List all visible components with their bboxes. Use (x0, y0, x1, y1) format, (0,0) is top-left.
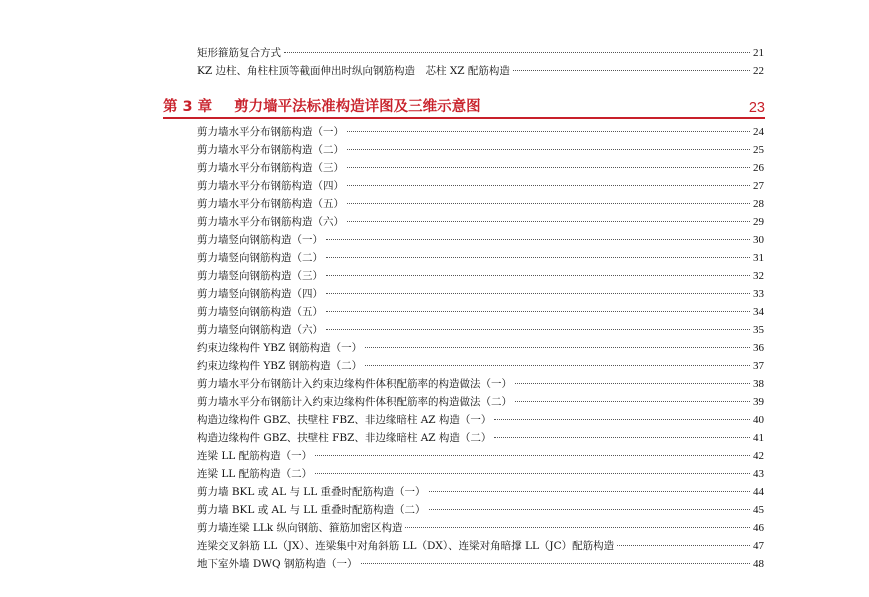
toc-entry (197, 142, 764, 158)
chapter-page: 23 (748, 100, 765, 116)
toc-leader (315, 455, 750, 456)
toc-entry-title: 剪力墙竖向钢筋构造（一） (197, 234, 323, 246)
toc-entry-title: 剪力墙水平分布钢筋构造（三） (197, 162, 344, 174)
toc-entry-title: 连梁交叉斜筋 LL（JX）、连梁集中对角斜筋 LL（DX）、连梁对角暗撑 LL（JC）配筋构造 (197, 540, 615, 552)
toc-leader (513, 70, 750, 71)
toc-entry-page: 40 (753, 414, 764, 426)
toc-entry-title: 剪力墙水平分布钢筋构造（六） (197, 216, 344, 228)
toc-entry-page: 21 (753, 47, 764, 59)
toc-leader (326, 239, 750, 240)
toc-entry (197, 232, 764, 248)
toc-entry (197, 340, 764, 356)
toc-entry-page: 33 (753, 288, 764, 300)
toc-leader (361, 563, 751, 564)
toc-leader (326, 311, 750, 312)
toc-leader (429, 491, 750, 492)
toc-entry-page: 37 (753, 360, 764, 372)
toc-leader (315, 473, 750, 474)
toc-entry (197, 394, 764, 410)
toc-entry-page: 34 (753, 306, 764, 318)
toc-entry (197, 214, 764, 230)
toc-entry-page: 45 (753, 504, 764, 516)
toc-entry (197, 63, 764, 79)
toc-entry-page: 31 (753, 252, 764, 264)
toc-entry-page: 46 (753, 522, 764, 534)
toc-entry (197, 160, 764, 176)
toc-entry-title: 约束边缘构件 YBZ 钢筋构造（二） (197, 360, 363, 372)
toc-entry (197, 178, 764, 194)
toc-leader (494, 419, 750, 420)
toc-leader (347, 221, 750, 222)
toc-entry-title: 地下室外墙 DWQ 钢筋构造（一） (197, 558, 358, 570)
toc-entry (197, 268, 764, 284)
toc-entry-page: 28 (753, 198, 764, 210)
toc-entry-page: 25 (753, 144, 764, 156)
toc-leader (365, 347, 750, 348)
toc-entry-page: 41 (753, 432, 764, 444)
toc-entry-title: 剪力墙水平分布钢筋构造（五） (197, 198, 344, 210)
chapter-title: 剪力墙平法标准构造详图及三维示意图 (234, 99, 481, 115)
toc-leader (284, 52, 750, 53)
toc-entry-page: 26 (753, 162, 764, 174)
toc-entry-title: 剪力墙水平分布钢筋计入约束边缘构件体积配筋率的构造做法（二） (197, 396, 512, 408)
toc-entry-title: 剪力墙连梁 LLk 纵向钢筋、箍筋加密区构造 (197, 522, 403, 534)
toc-leader (326, 275, 750, 276)
toc-entry-title: 剪力墙 BKL 或 AL 与 LL 重叠时配筋构造（二） (197, 504, 426, 516)
toc-entry-page: 22 (753, 65, 764, 77)
toc-leader (515, 401, 750, 402)
toc-entry-page: 47 (753, 540, 764, 552)
toc-entry-title: 剪力墙竖向钢筋构造（五） (197, 306, 323, 318)
toc-entry-page: 42 (753, 450, 764, 462)
toc-leader (347, 167, 750, 168)
toc-entry (197, 430, 764, 446)
toc-entry (197, 304, 764, 320)
chapter-rule (163, 117, 765, 119)
chapter-heading (163, 92, 765, 116)
toc-entry-title: 剪力墙 BKL 或 AL 与 LL 重叠时配筋构造（一） (197, 486, 426, 498)
toc-entry-page: 38 (753, 378, 764, 390)
toc-entry (197, 556, 764, 572)
toc-entry-page: 44 (753, 486, 764, 498)
toc-entry-page: 29 (753, 216, 764, 228)
chapter-label: 第 3 章 (163, 99, 213, 115)
toc-leader (347, 185, 750, 186)
toc-leader (365, 365, 750, 366)
toc-entry-title: 连梁 LL 配筋构造（二） (197, 468, 313, 480)
toc-entry-title: 剪力墙竖向钢筋构造（二） (197, 252, 323, 264)
toc-entry (197, 286, 764, 302)
toc-entry-title: 构造边缘构件 GBZ、扶壁柱 FBZ、非边缘暗柱 AZ 构造（一） (197, 414, 492, 426)
toc-entry-title: 剪力墙水平分布钢筋构造（一） (197, 126, 344, 138)
toc-entry-page: 39 (753, 396, 764, 408)
toc-entry-page: 32 (753, 270, 764, 282)
toc-entry-title: 连梁 LL 配筋构造（一） (197, 450, 313, 462)
toc-entry (197, 484, 764, 500)
toc-leader (405, 527, 750, 528)
toc-entry (197, 412, 764, 428)
toc-entry-title: 剪力墙竖向钢筋构造（四） (197, 288, 323, 300)
toc-entry (197, 196, 764, 212)
toc-entry-page: 43 (753, 468, 764, 480)
toc-entry-page: 48 (753, 558, 764, 570)
toc-entry-page: 35 (753, 324, 764, 336)
toc-entry (197, 502, 764, 518)
toc-entry-title: 剪力墙竖向钢筋构造（六） (197, 324, 323, 336)
toc-entry-title: KZ 边柱、角柱柱顶等截面伸出时纵向钢筋构造 芯柱 XZ 配筋构造 (197, 65, 510, 77)
toc-entry-page: 24 (753, 126, 764, 138)
toc-entry-title: 剪力墙水平分布钢筋计入约束边缘构件体积配筋率的构造做法（一） (197, 378, 512, 390)
toc-entry-title: 剪力墙水平分布钢筋构造（四） (197, 180, 344, 192)
toc-leader (494, 437, 750, 438)
toc-leader (617, 545, 750, 546)
toc-entry-title: 剪力墙竖向钢筋构造（三） (197, 270, 323, 282)
toc-leader (326, 257, 750, 258)
toc-entry (197, 538, 764, 554)
toc-entry (197, 466, 764, 482)
toc-entry (197, 358, 764, 374)
toc-entry (197, 376, 764, 392)
toc-leader (326, 293, 750, 294)
toc-entry-title: 剪力墙水平分布钢筋构造（二） (197, 144, 344, 156)
toc-entry-title: 矩形箍筋复合方式 (197, 47, 281, 59)
toc-leader (347, 149, 750, 150)
toc-leader (347, 131, 750, 132)
toc-entry-title: 构造边缘构件 GBZ、扶壁柱 FBZ、非边缘暗柱 AZ 构造（二） (197, 432, 492, 444)
toc-entry (197, 45, 764, 61)
toc-entry (197, 322, 764, 338)
toc-leader (429, 509, 750, 510)
toc-entry (197, 250, 764, 266)
toc-leader (326, 329, 750, 330)
toc-entry-title: 约束边缘构件 YBZ 钢筋构造（一） (197, 342, 363, 354)
toc-entry (197, 124, 764, 140)
toc-entry-page: 36 (753, 342, 764, 354)
toc-leader (515, 383, 750, 384)
toc-entry (197, 448, 764, 464)
toc-leader (347, 203, 750, 204)
toc-entry-page: 27 (753, 180, 764, 192)
toc-entry-page: 30 (753, 234, 764, 246)
toc-entry (197, 520, 764, 536)
